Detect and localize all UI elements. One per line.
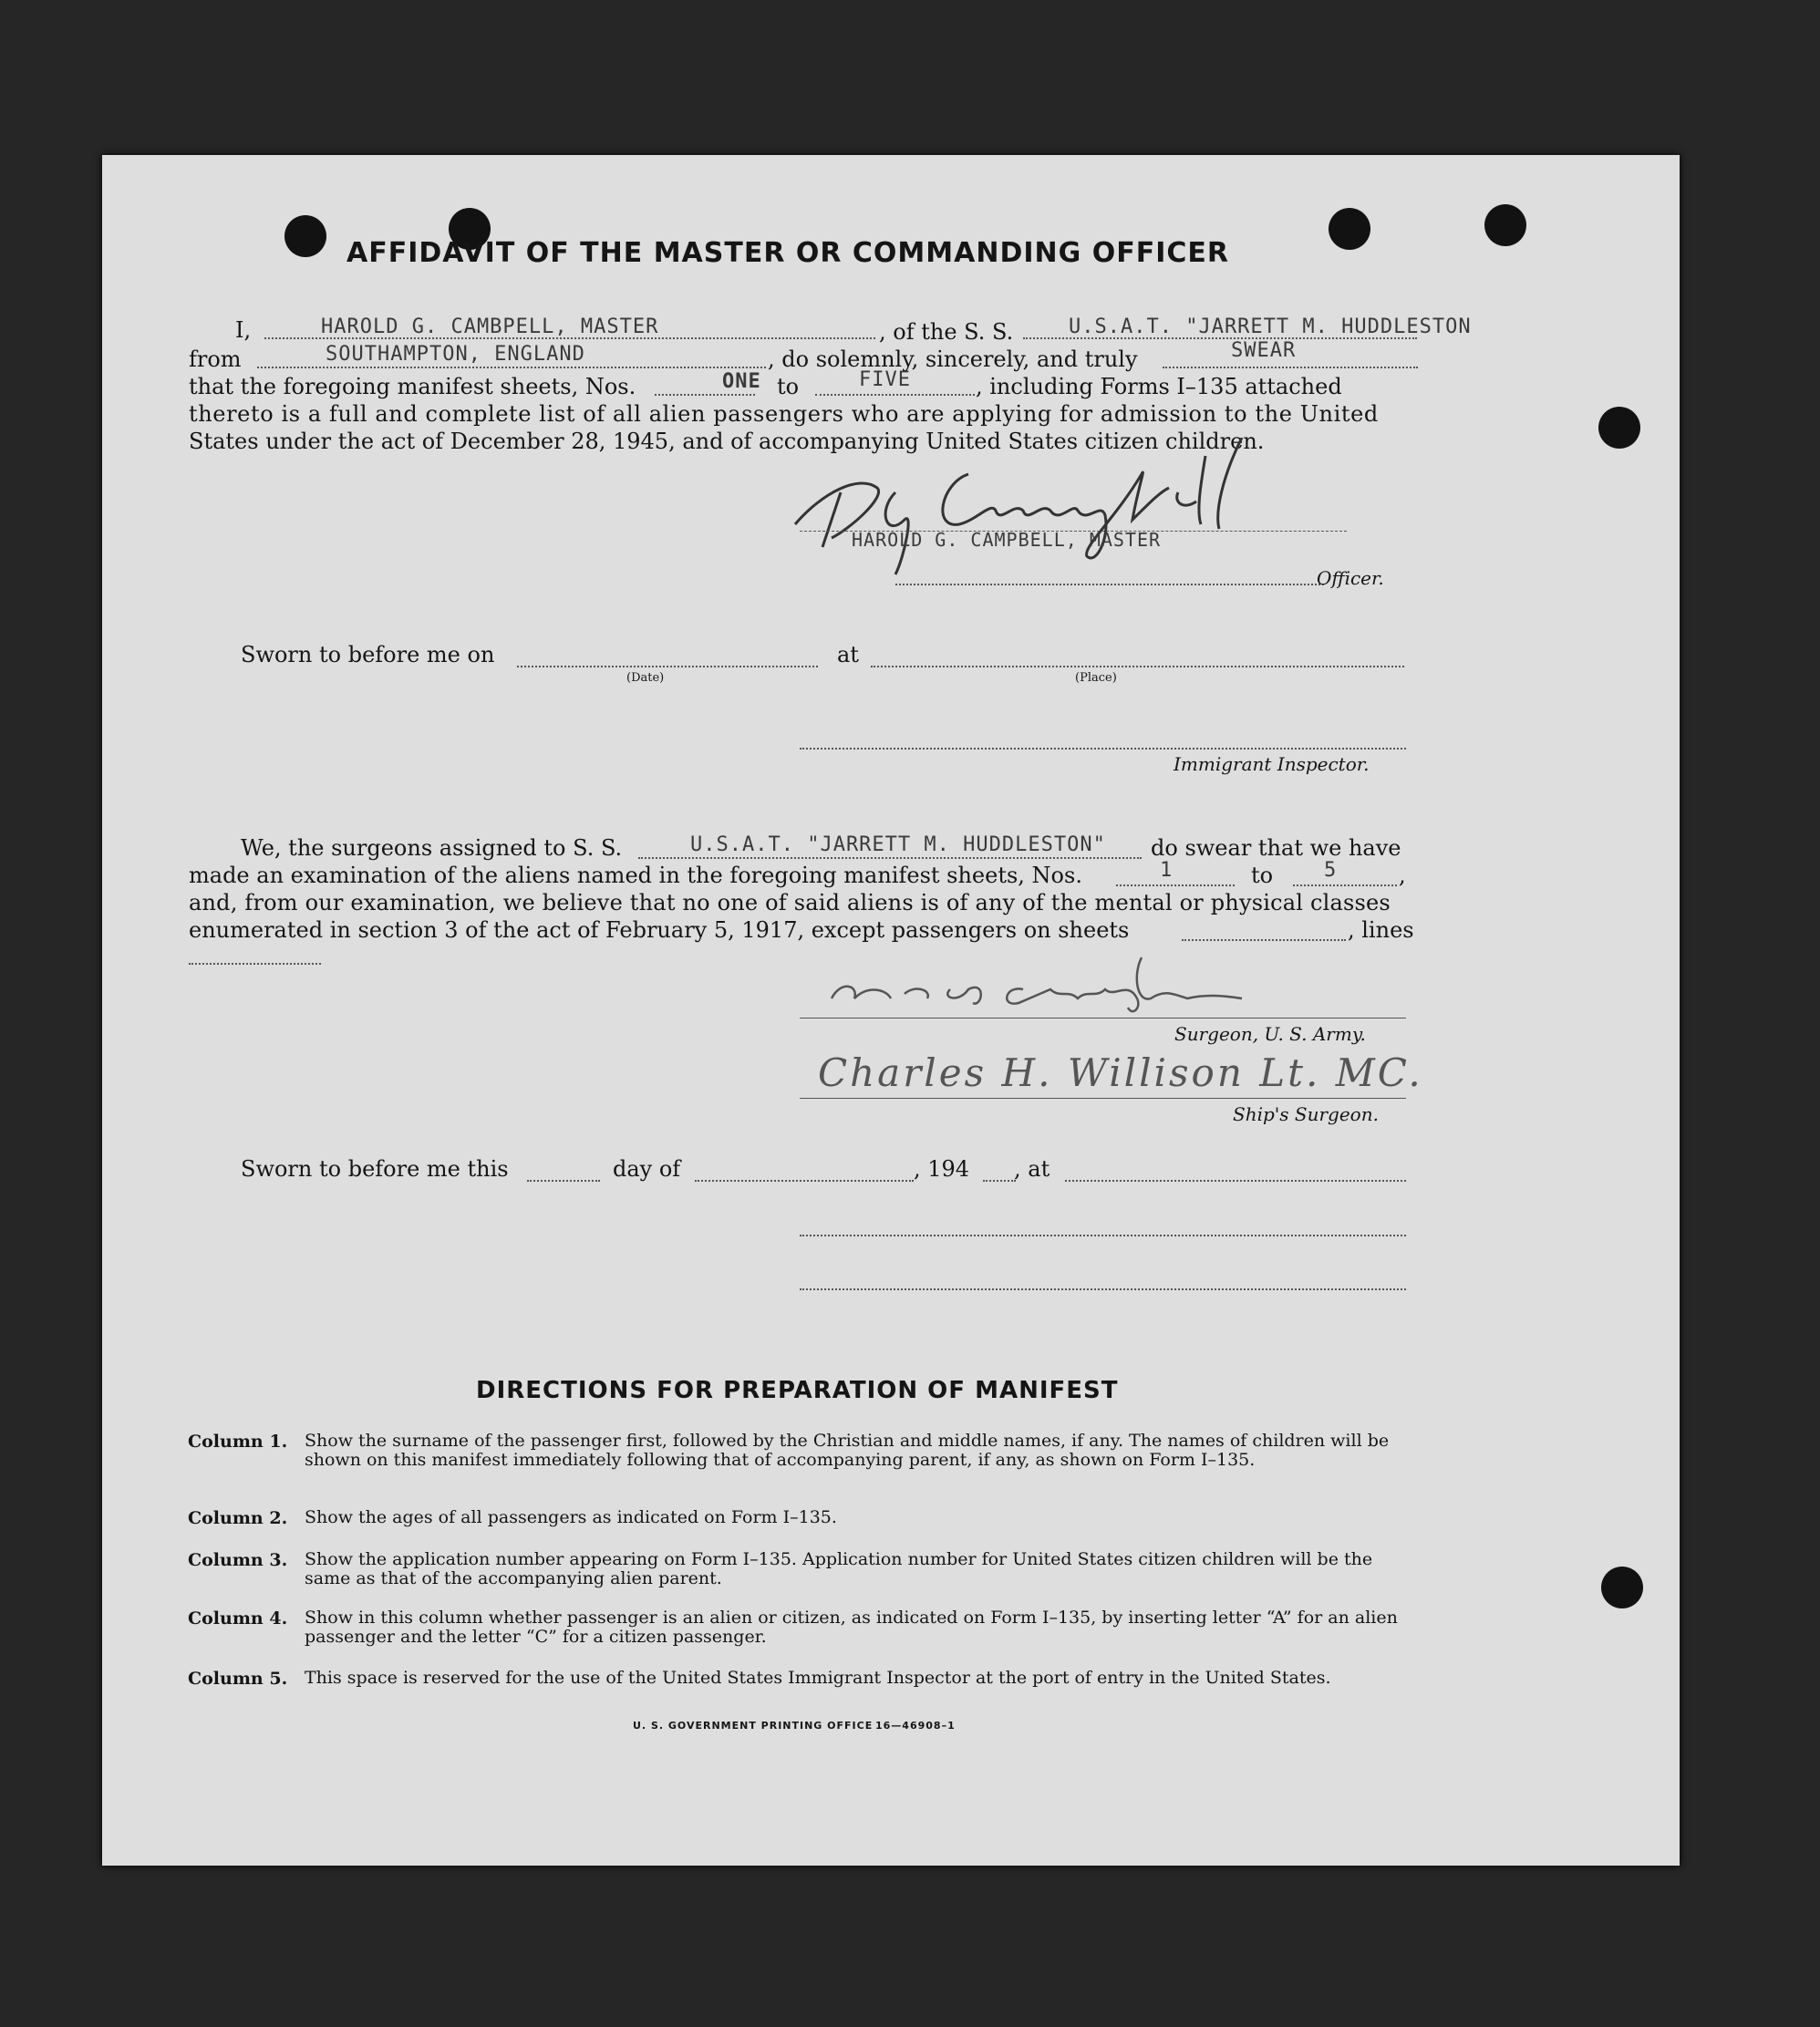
direction-text-3: Show the application number appearing on Form I–135. Application number for United States citizen children will be the same as that of the accompanying alien parent. [305, 1549, 1373, 1588]
manifest-affidavit-page [102, 155, 1680, 1866]
sheet-from: ONE [722, 370, 761, 393]
direction-label-4: Column 4. [188, 1608, 288, 1629]
direction-text-4: Show in this column whether passenger is an alien or citizen, as indicated on Form I–135, by inserting letter “A” for an alien passenger and the letter “C” for a citizen passenger. [305, 1608, 1398, 1647]
ship-surgeon-signature: Charles H. Willison Lt. MC. [818, 1050, 1423, 1095]
direction-label-2: Column 2. [188, 1508, 288, 1528]
punch-hole [1329, 208, 1370, 250]
officer-label: Officer. [1317, 567, 1384, 589]
affidavit-title: AFFIDAVIT OF THE MASTER OR COMMANDING OFFICER [346, 237, 1229, 269]
ship-name: U.S.A.T. "JARRETT M. HUDDLESTON [1069, 315, 1472, 338]
surgeons-line4-start: enumerated in section 3 of the act of February 5, 1917, except passengers on sheets [189, 917, 1130, 943]
surgeons-line2-end: , [1399, 863, 1406, 888]
ship-surgeon-label: Ship's Surgeon. [1233, 1103, 1379, 1125]
line3-end: , including Forms I–135 attached [976, 374, 1342, 399]
surgeons-line1-start: We, the surgeons assigned to S. S. [241, 835, 623, 861]
direction-text-2: Show the ages of all passengers as indicated on Form I–135. [305, 1507, 837, 1527]
line3-start: that the foregoing manifest sheets, Nos. [189, 374, 636, 399]
solemnly-label: , do solemnly, sincerely, and truly [768, 346, 1138, 372]
from-label: from [189, 346, 242, 372]
direction-label-1: Column 1. [188, 1432, 288, 1452]
sworn2-year: , 194 [914, 1156, 970, 1182]
directions-title: DIRECTIONS FOR PREPARATION OF MANIFEST [476, 1377, 1119, 1404]
from-place: SOUTHAMPTON, ENGLAND [326, 343, 585, 366]
direction-label-3: Column 3. [188, 1550, 288, 1570]
master-signature [786, 438, 1297, 584]
i-label: I, [235, 317, 252, 343]
surgeons-to-label: to [1251, 863, 1274, 888]
sheet-to: FIVE [859, 368, 911, 391]
line4: thereto is a full and complete list of all alien passengers who are applying for admission to the United [189, 401, 1379, 427]
master-name: HAROLD G. CAMBPELL, MASTER [321, 315, 659, 338]
date-caption: (Date) [626, 671, 665, 685]
of-ss-label: , of the S. S. [879, 319, 1014, 345]
form-number: 16—46908–1 [875, 1720, 956, 1732]
punch-hole [1598, 407, 1640, 449]
direction-text-1: Show the surname of the passenger first, followed by the Christian and middle names, if any. The names of children will be shown on this manifest immediately following that of accompanying parent, if any, as shown on Form I–135. [305, 1431, 1390, 1470]
surgeons-sheet-from: 1 [1160, 859, 1174, 882]
surgeons-line4-end: , lines [1348, 917, 1414, 943]
punch-hole [284, 215, 326, 257]
officer-typed: HAROLD G. CAMPBELL, MASTER [852, 529, 1162, 551]
surgeons-line2-start: made an examination of the aliens named in the foregoing manifest sheets, Nos. [189, 863, 1082, 888]
sworn1-label: Sworn to before me on [241, 642, 495, 667]
line5: States under the act of December 28, 1945, and of accompanying United States citizen children. [189, 429, 1265, 454]
place-caption: (Place) [1075, 671, 1117, 685]
printer-imprint: U. S. GOVERNMENT PRINTING OFFICE [633, 1720, 874, 1732]
sworn2-at-label: , at [1014, 1156, 1050, 1182]
punch-hole [1484, 204, 1526, 246]
sworn1-at-label: at [837, 642, 859, 667]
army-surgeon-signature [813, 948, 1306, 1021]
surgeons-ship-name: U.S.A.T. "JARRETT M. HUDDLESTON" [690, 833, 1106, 856]
to-label: to [777, 374, 800, 399]
surgeons-sheet-to: 5 [1324, 859, 1338, 882]
inspector-label: Immigrant Inspector. [1174, 753, 1370, 775]
direction-text-5: This space is reserved for the use of the United States Immigrant Inspector at the port of entry in the United States. [305, 1668, 1331, 1688]
sworn2-day-of: day of [613, 1156, 681, 1182]
oath-type: SWEAR [1231, 339, 1297, 362]
sworn2-label: Sworn to before me this [241, 1156, 509, 1182]
army-surgeon-label: Surgeon, U. S. Army. [1174, 1023, 1366, 1045]
direction-label-5: Column 5. [188, 1669, 288, 1689]
surgeons-line3: and, from our examination, we believe that no one of said aliens is of any of the mental or physical classes [189, 890, 1391, 915]
surgeons-line1-end: do swear that we have [1151, 835, 1401, 861]
punch-hole [1601, 1567, 1643, 1608]
